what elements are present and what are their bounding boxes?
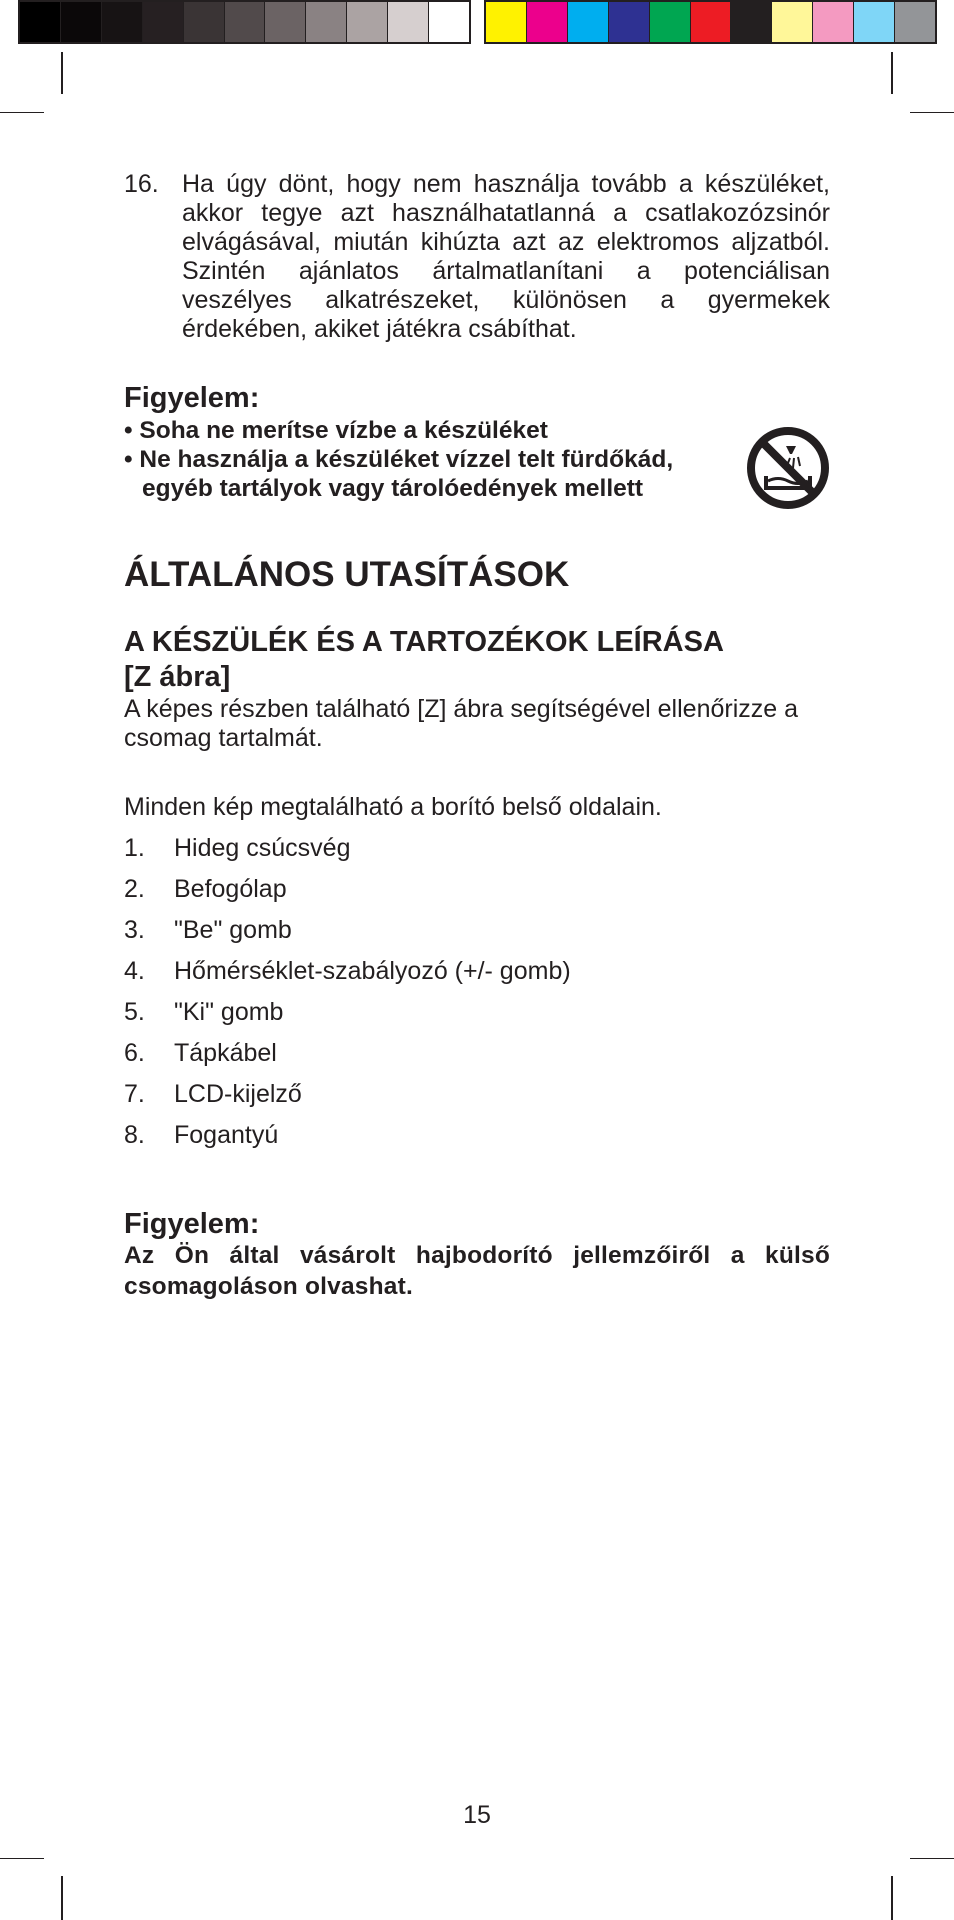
color-swatch <box>650 2 691 42</box>
list-item <box>124 992 830 1033</box>
gray-swatch <box>143 2 184 42</box>
grayscale-calibration-bar <box>18 0 471 44</box>
gray-swatch <box>225 2 266 42</box>
gray-swatch <box>61 2 102 42</box>
gray-swatch <box>20 2 61 42</box>
crop-mark-bottom-left <box>61 1876 63 1920</box>
color-swatch <box>854 2 895 42</box>
list-item-number: 8. <box>124 1121 145 1149</box>
list-item <box>124 910 830 951</box>
gray-swatch <box>306 2 347 42</box>
list-item-label: Hideg csúcsvég <box>174 834 351 862</box>
list-item-label: Tápkábel <box>174 1039 277 1067</box>
crop-mark-bottom-left-h <box>0 1858 44 1859</box>
warning-water <box>124 382 830 503</box>
list-item-label: Hőmérséklet-szabályozó (+/- gomb) <box>174 957 571 985</box>
warning-title: Figyelem: <box>124 382 260 414</box>
warning-bullet: • Soha ne merítse vízbe a készüléket <box>124 417 548 444</box>
list-item <box>124 1115 830 1156</box>
list-item <box>124 828 830 869</box>
list-item-number: 4. <box>124 957 145 985</box>
list-item-number: 1. <box>124 834 145 862</box>
item-text: Ha úgy dönt, hogy nem használja tovább a készüléket, akkor tegye azt használhatatlanná a csatlakozózsinór elvágásával, miután kihúzta azt az elektromos aljzatból. Szintén ajánlatos ártalmatlanítani a potenciálisan veszélyes alkatrészeket, különösen a gyermekek érdekében, akiket játékra csábíthat. <box>182 170 830 343</box>
color-swatch <box>772 2 813 42</box>
subsection-note: Minden kép megtalálható a borító belső oldalain. <box>124 793 662 821</box>
list-item <box>124 869 830 910</box>
item-number: 16. <box>124 170 159 198</box>
list-item-number: 7. <box>124 1080 145 1108</box>
list-item-number: 6. <box>124 1039 145 1067</box>
crop-mark-top-right-h <box>910 112 954 113</box>
crop-mark-top-left <box>61 52 63 94</box>
list-item <box>124 1074 830 1115</box>
gray-swatch <box>347 2 388 42</box>
instruction-item-16 <box>124 170 830 344</box>
color-swatch <box>609 2 650 42</box>
list-item-label: Fogantyú <box>174 1121 279 1149</box>
no-water-icon <box>746 426 830 510</box>
warning-bullet: • Ne használja a készüléket vízzel telt fürdőkád, egyéb tartályok vagy tárolóedények mellett <box>124 446 674 502</box>
list-item-number: 3. <box>124 916 145 944</box>
subsection-title <box>124 625 830 695</box>
list-item-label: LCD-kijelző <box>174 1080 302 1108</box>
color-swatch <box>691 2 732 42</box>
subsection-title-line1: A KÉSZÜLÉK ÉS A TARTOZÉKOK LEÍRÁSA <box>124 626 724 658</box>
crop-mark-bottom-right-h <box>910 1858 954 1859</box>
list-item-number: 2. <box>124 875 145 903</box>
page-number: 15 <box>463 1801 491 1829</box>
subsection-title-line2: [Z ábra] <box>124 661 231 693</box>
gray-swatch <box>102 2 143 42</box>
warning-packaging <box>124 1208 830 1302</box>
warning-title: Figyelem: <box>124 1208 260 1240</box>
color-calibration-bar <box>484 0 937 44</box>
crop-mark-top-right <box>891 52 893 94</box>
color-swatch <box>731 2 772 42</box>
gray-swatch <box>265 2 306 42</box>
subsection-intro: A képes részben található [Z] ábra segítségével ellenőrizze a csomag tartalmát. <box>124 695 799 752</box>
color-swatch <box>568 2 609 42</box>
gray-swatch <box>429 2 469 42</box>
list-item <box>124 951 830 992</box>
crop-mark-bottom-right <box>891 1876 893 1920</box>
warning-bullets <box>124 416 830 503</box>
color-swatch <box>527 2 568 42</box>
list-item-label: "Be" gomb <box>174 916 292 944</box>
warning-text: Az Ön által vásárolt hajbodorító jellemzőiről a külső csomagoláson olvashat. <box>124 1242 830 1300</box>
list-item-label: Befogólap <box>174 875 287 903</box>
gray-swatch <box>184 2 225 42</box>
list-item <box>124 1033 830 1074</box>
page-content <box>124 170 830 1302</box>
color-swatch <box>813 2 854 42</box>
parts-list <box>124 828 830 1156</box>
color-swatch <box>486 2 527 42</box>
section-title: ÁLTALÁNOS UTASÍTÁSOK <box>124 555 570 594</box>
list-item-number: 5. <box>124 998 145 1026</box>
color-swatch <box>895 2 935 42</box>
list-item-label: "Ki" gomb <box>174 998 284 1026</box>
crop-mark-top-left-h <box>0 112 44 113</box>
gray-swatch <box>388 2 429 42</box>
